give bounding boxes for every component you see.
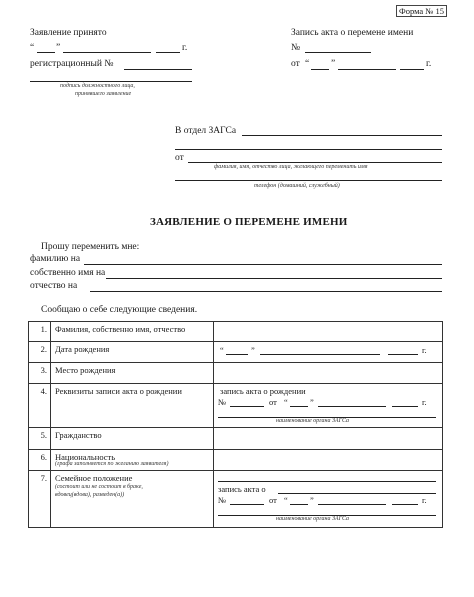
from-line bbox=[188, 162, 442, 163]
birth-record-month-line bbox=[318, 406, 386, 407]
row-label: Фамилия, собственно имя, отчество bbox=[51, 322, 214, 342]
row-label: Национальность bbox=[55, 452, 116, 462]
marital-cell[interactable] bbox=[214, 471, 443, 528]
to-zags-label: В отдел ЗАГСа bbox=[175, 126, 237, 136]
accepted-year-suffix: г. bbox=[182, 43, 188, 53]
surname-label: фамилию на bbox=[30, 254, 81, 264]
personal-info-table bbox=[28, 321, 443, 528]
row-label-cell bbox=[51, 471, 214, 528]
birth-record-q1: “ bbox=[284, 397, 288, 407]
marital-record-type-line bbox=[278, 493, 436, 494]
table-row bbox=[29, 471, 443, 528]
name-label: собственно имя на bbox=[30, 268, 106, 278]
marital-record-q1: “ bbox=[284, 495, 288, 505]
birth-year-line bbox=[388, 354, 418, 355]
official-caption-1: подпись должностного лица, bbox=[60, 83, 135, 89]
birthplace-cell[interactable] bbox=[214, 363, 443, 384]
table-row bbox=[29, 322, 443, 342]
row-label: Дата рождения bbox=[51, 342, 214, 363]
birth-quote-open: “ bbox=[220, 345, 224, 355]
row-label-cell bbox=[51, 450, 214, 471]
record-year-line bbox=[400, 69, 424, 70]
form-number: Форма № 15 bbox=[396, 5, 447, 17]
birth-record-from: от bbox=[269, 397, 277, 407]
info-intro: Сообщаю о себе следующие сведения. bbox=[41, 305, 198, 315]
phone-line bbox=[175, 180, 442, 181]
patronymic-line bbox=[90, 291, 442, 292]
row-label: Место рождения bbox=[51, 363, 214, 384]
marital-record-from: от bbox=[269, 495, 277, 505]
page-title: ЗАЯВЛЕНИЕ О ПЕРЕМЕНЕ ИМЕНИ bbox=[150, 216, 348, 228]
row-label: Гражданство bbox=[51, 428, 214, 450]
marital-record-month-line bbox=[318, 504, 386, 505]
row-number: 7. bbox=[29, 471, 51, 528]
birth-record-no: № bbox=[218, 397, 227, 407]
marital-record-title: запись акта о bbox=[218, 484, 266, 494]
marital-record-year-line bbox=[392, 504, 418, 505]
citizenship-cell[interactable] bbox=[214, 428, 443, 450]
record-month-line bbox=[338, 69, 396, 70]
reg-no-line bbox=[124, 69, 192, 70]
birth-quote-close: ” bbox=[251, 345, 255, 355]
table-row bbox=[29, 342, 443, 363]
surname-line bbox=[84, 264, 442, 265]
from-label: от bbox=[175, 153, 184, 163]
table-row bbox=[29, 384, 443, 428]
birth-record-title: запись акта о рождении bbox=[220, 386, 306, 396]
table-row bbox=[29, 450, 443, 471]
record-from-label: от bbox=[291, 59, 300, 69]
row-note: (состоит или не состоит в браке, вдовец(вдова), разведен(а)) bbox=[55, 484, 143, 498]
to-zags-line-2 bbox=[175, 149, 442, 150]
phone-caption: телефон (домашний, служебный) bbox=[254, 183, 340, 189]
marital-record-no-line bbox=[230, 504, 264, 505]
fio-value-cell[interactable] bbox=[214, 322, 443, 342]
marital-status-line bbox=[218, 481, 436, 482]
patronymic-label: отчество на bbox=[30, 281, 78, 291]
birth-record-cell[interactable] bbox=[214, 384, 443, 428]
record-quote-close: ” bbox=[331, 59, 336, 69]
birth-record-year-line bbox=[392, 406, 418, 407]
birth-record-year: г. bbox=[422, 397, 427, 407]
record-year-suffix: г. bbox=[426, 59, 432, 69]
birth-day-line bbox=[226, 354, 248, 355]
marital-record-year: г. bbox=[422, 495, 427, 505]
row-note: (графа заполняется по желанию заявителя) bbox=[55, 461, 169, 467]
birth-record-q2: ” bbox=[310, 397, 314, 407]
official-signature-line bbox=[30, 81, 192, 82]
row-number: 2. bbox=[29, 342, 51, 363]
record-no-line bbox=[305, 52, 371, 53]
accepted-year-line bbox=[156, 52, 180, 53]
record-label: Запись акта о перемене имени bbox=[291, 28, 414, 38]
row-label: Семейное положение bbox=[55, 473, 133, 483]
row-number: 6. bbox=[29, 450, 51, 471]
accepted-date-row bbox=[30, 43, 34, 53]
name-line bbox=[106, 278, 442, 279]
row-number: 1. bbox=[29, 322, 51, 342]
record-no-label: № bbox=[291, 43, 301, 53]
row-label: Реквизиты записи акта о рождении bbox=[51, 384, 214, 428]
to-zags-line bbox=[242, 135, 442, 136]
record-day-line bbox=[311, 69, 329, 70]
quote-open: “ bbox=[30, 43, 35, 53]
marital-record-day-line bbox=[290, 504, 308, 505]
quote-close: ” bbox=[56, 43, 61, 53]
row-number: 4. bbox=[29, 384, 51, 428]
birth-date-cell[interactable] bbox=[214, 342, 443, 363]
reg-no-label: регистрационный № bbox=[30, 59, 114, 69]
table-row bbox=[29, 363, 443, 384]
marital-record-q2: ” bbox=[310, 495, 314, 505]
accepted-day-line bbox=[37, 52, 55, 53]
nationality-cell[interactable] bbox=[214, 450, 443, 471]
table-row bbox=[29, 428, 443, 450]
accepted-month-line bbox=[63, 52, 151, 53]
accepted-label: Заявление принято bbox=[30, 28, 107, 38]
birth-record-no-line bbox=[230, 406, 264, 407]
birth-record-day-line bbox=[290, 406, 308, 407]
row-number: 3. bbox=[29, 363, 51, 384]
official-caption-2: принявшего заявление bbox=[75, 91, 132, 97]
request-intro: Прошу переменить мне: bbox=[41, 242, 140, 252]
marital-record-no: № bbox=[218, 495, 227, 505]
birth-month-line bbox=[260, 354, 380, 355]
birth-year-suffix: г. bbox=[422, 345, 427, 355]
record-quote-open: “ bbox=[305, 59, 310, 69]
fio-caption: фамилия, имя, отчество лица, желающего переменить имя bbox=[214, 164, 368, 170]
row-number: 5. bbox=[29, 428, 51, 450]
marital-record-caption: наименование органа ЗАГСа bbox=[276, 516, 350, 522]
birth-record-caption: наименование органа ЗАГСа bbox=[276, 418, 350, 424]
